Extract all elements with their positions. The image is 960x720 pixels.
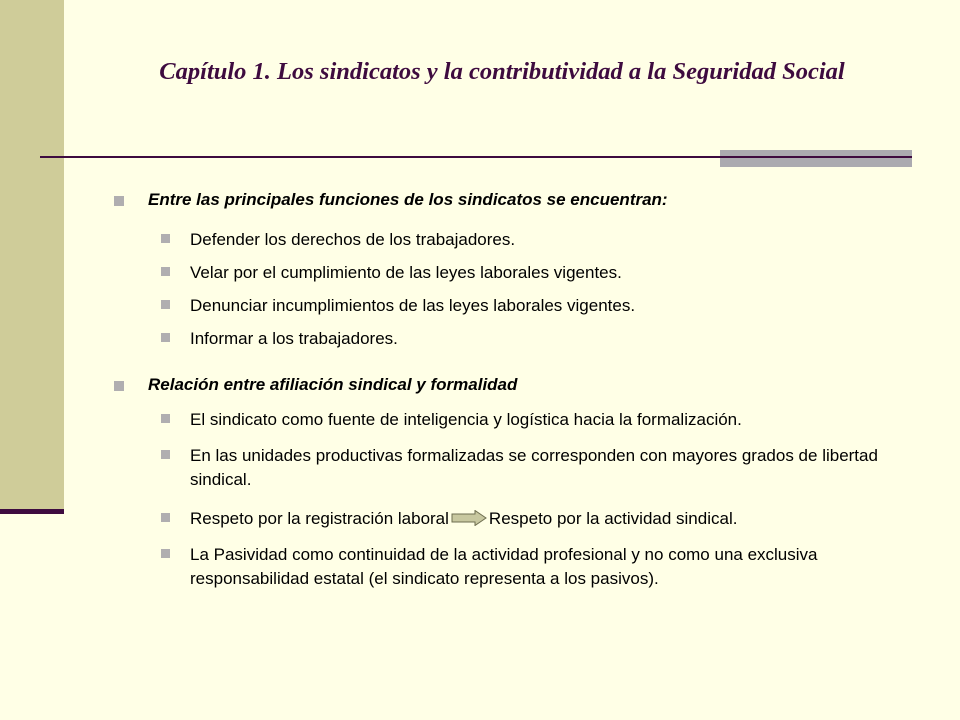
- section-heading-text: Entre las principales funciones de los sindicatos se encuentran:: [148, 190, 668, 209]
- section-heading-functions: [148, 190, 668, 210]
- list-item: [190, 444, 910, 492]
- list-item-text: Informar a los trabajadores.: [190, 329, 398, 348]
- bullet-square-icon: [161, 234, 170, 243]
- list-item: [190, 327, 910, 351]
- list-item: [190, 294, 910, 318]
- list-item: [190, 228, 910, 252]
- list-item-text: Velar por el cumplimiento de las leyes laborales vigentes.: [190, 263, 622, 282]
- section-heading-text: Relación entre afiliación sindical y formalidad: [148, 375, 518, 394]
- list-item-text: El sindicato como fuente de inteligencia y logística hacia la formalización.: [190, 410, 742, 429]
- bullet-square-icon: [161, 267, 170, 276]
- bullet-square-icon: [114, 381, 124, 391]
- bullet-square-icon: [161, 414, 170, 423]
- list-item-text: Defender los derechos de los trabajadores.: [190, 230, 516, 249]
- list-item-text: Denunciar incumplimientos de las leyes laborales vigentes.: [190, 296, 636, 315]
- list-item-text: La Pasividad como continuidad de la actividad profesional y no como una exclusiva responsabilidad estatal (el sindicato representa a los pasivos).: [190, 545, 818, 588]
- list-item-text: En las unidades productivas formalizadas se corresponden con mayores grados de libertad sindical.: [190, 446, 878, 489]
- list-item: [190, 261, 910, 285]
- list-item: [190, 543, 910, 591]
- list-item-text-after-arrow: Respeto por la actividad sindical.: [488, 509, 738, 528]
- bullet-square-icon: [114, 196, 124, 206]
- bullet-square-icon: [161, 513, 170, 522]
- bullet-square-icon: [161, 333, 170, 342]
- section-heading-formality: [148, 375, 517, 395]
- list-item-text-before-arrow: Respeto por la registración laboral: [190, 509, 449, 528]
- slide-title: Capítulo 1. Los sindicatos y la contributividad a la Seguridad Social: [159, 58, 845, 85]
- list-item: [190, 507, 910, 531]
- list-item: [190, 408, 910, 432]
- bullet-square-icon: [161, 300, 170, 309]
- bullet-square-icon: [161, 549, 170, 558]
- right-arrow-icon: [451, 509, 487, 525]
- bullet-square-icon: [161, 450, 170, 459]
